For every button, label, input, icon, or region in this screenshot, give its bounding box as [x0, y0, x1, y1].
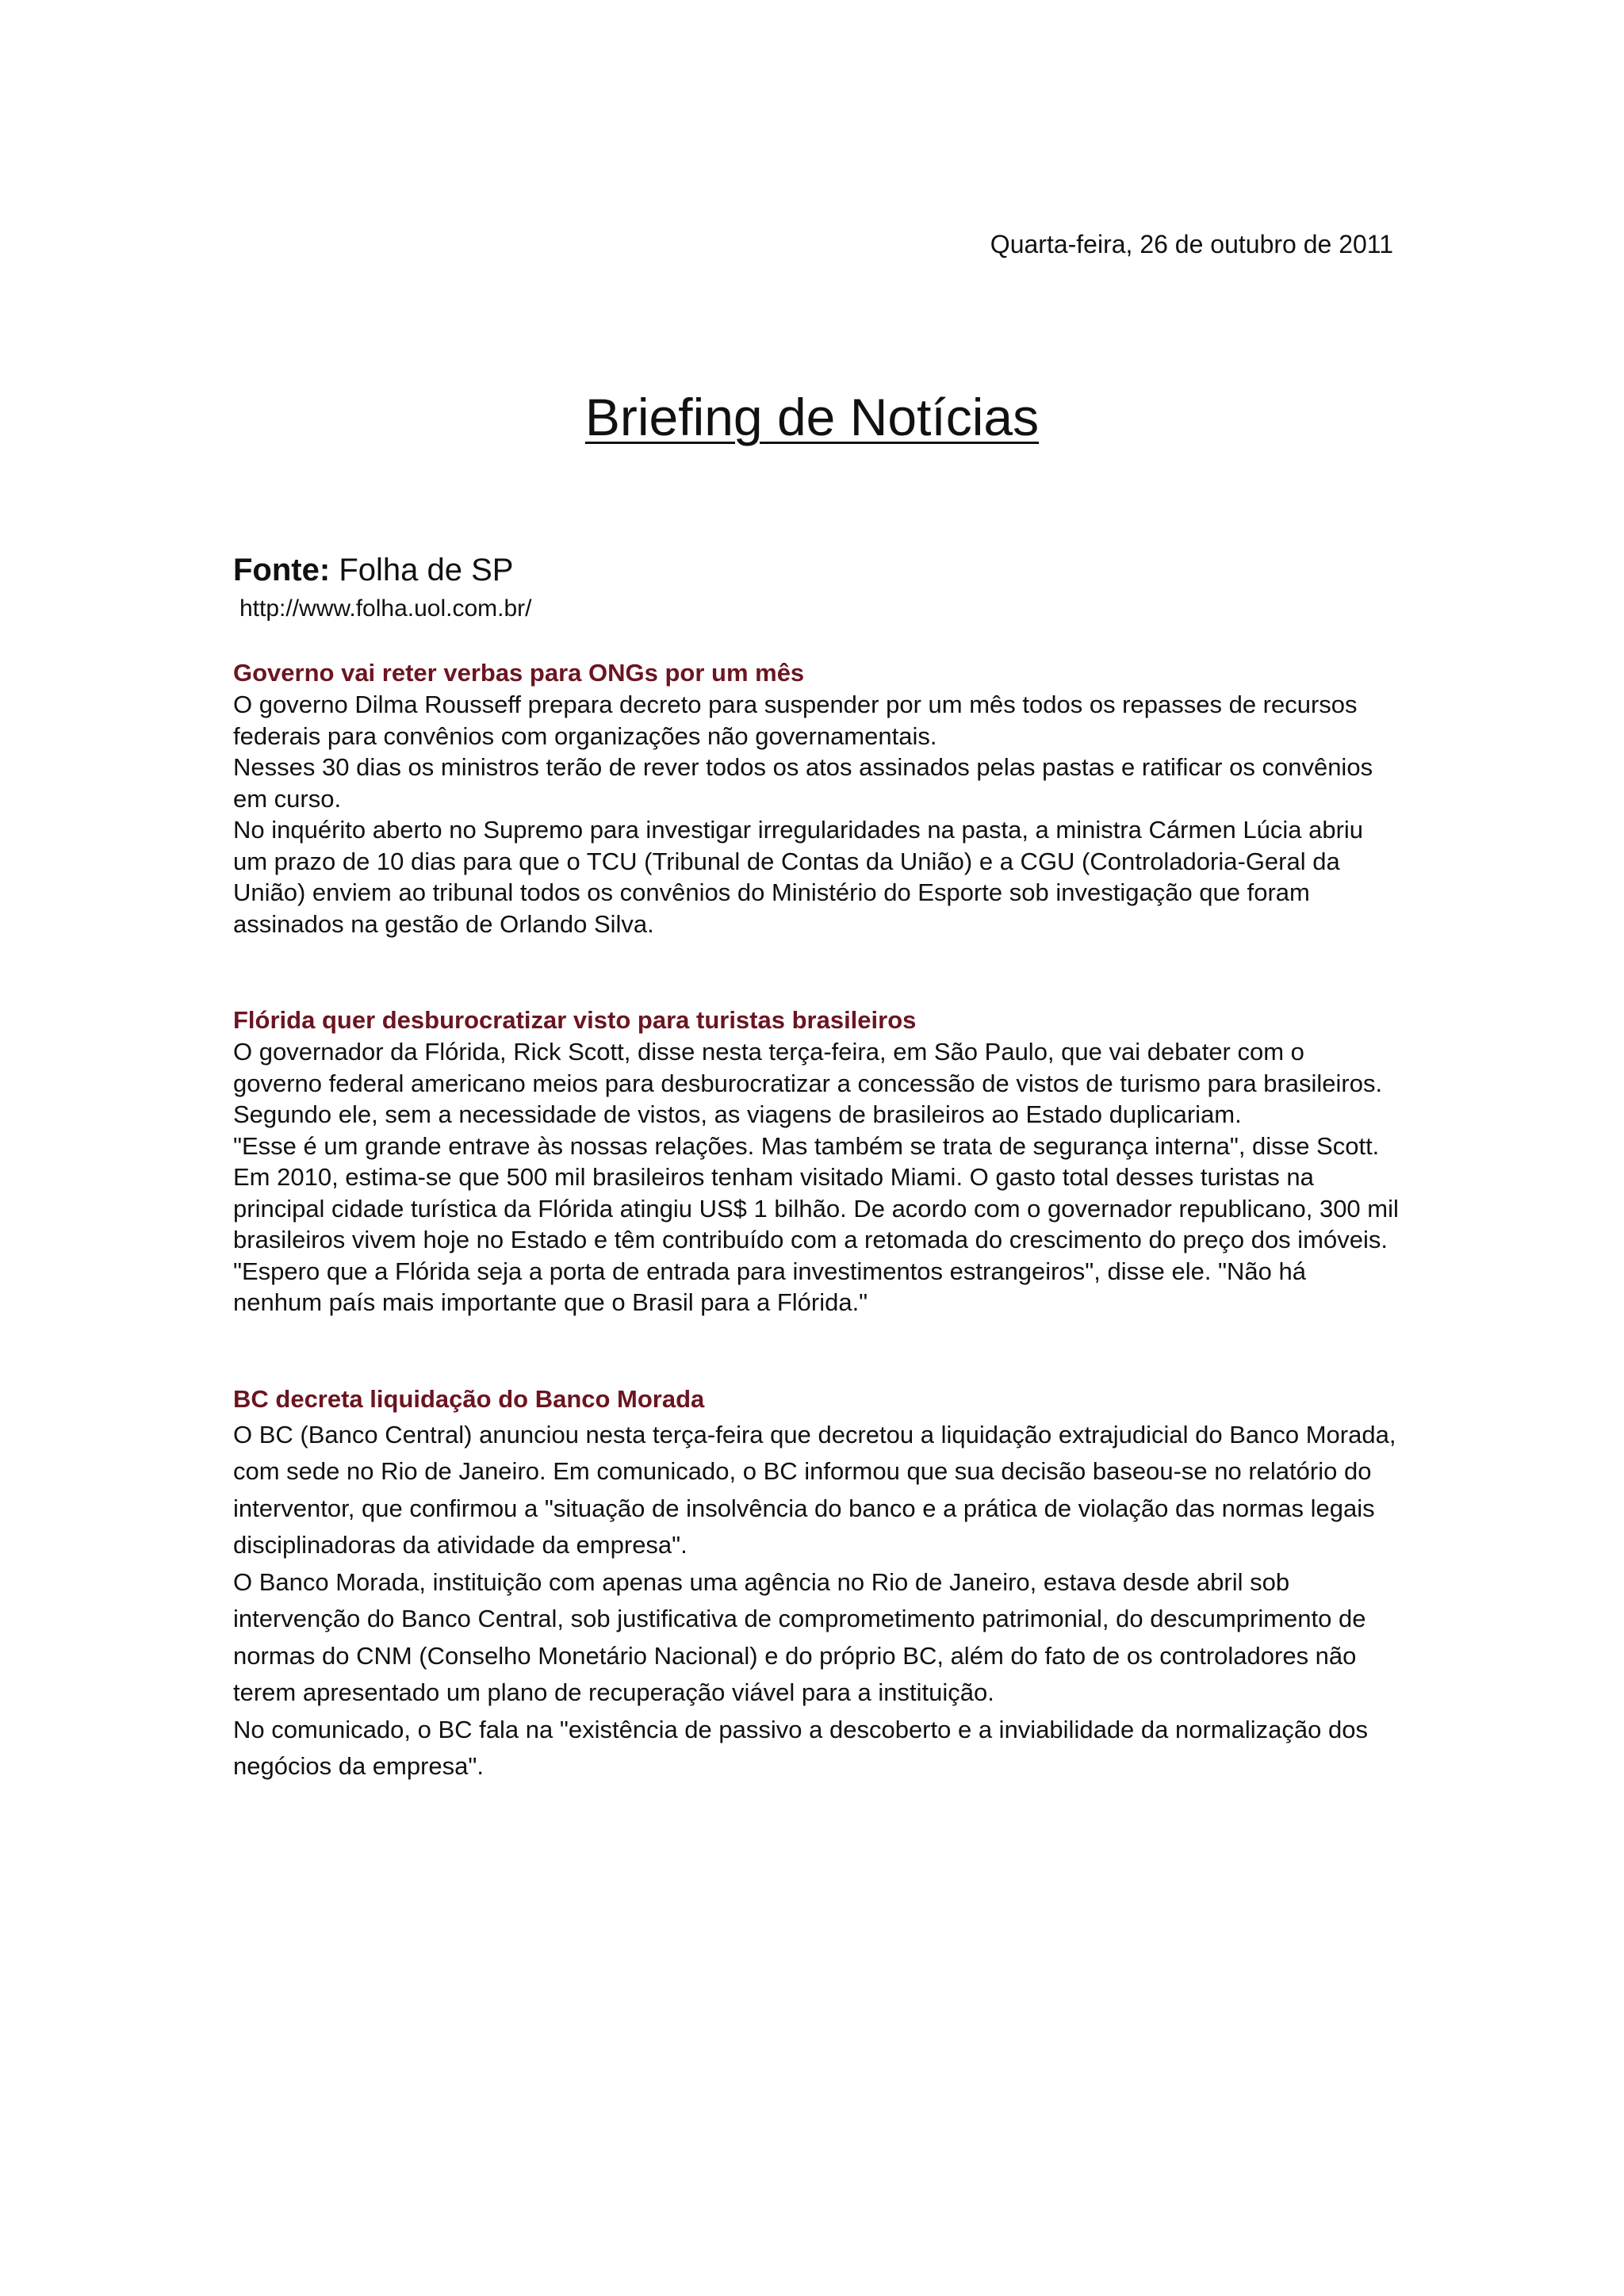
source-name: Folha de SP	[339, 553, 514, 587]
article-paragraph: Em 2010, estima-se que 500 mil brasileiros tenham visitado Miami. O gasto total desses turistas na principal cidade turística da Flórida atingiu US$ 1 bilhão. De acordo com o governador republicano, 300 mil brasileiros vivem hoje no Estado e têm contribuído com a retomada do crescimento do preço dos imóveis.	[233, 1163, 1399, 1253]
source-url: http://www.folha.uol.com.br/	[239, 595, 532, 622]
document-date: Quarta-feira, 26 de outubro de 2011	[990, 230, 1393, 258]
article-paragraph: O governo Dilma Rousseff prepara decreto para suspender por um mês todos os repasses de recursos federais para convênios com organizações não governamentais.	[233, 691, 1358, 750]
article-paragraph: No inquérito aberto no Supremo para investigar irregularidades na pasta, a ministra Cármen Lúcia abriu um prazo de 10 dias para que o TCU (Tribunal de Contas da União) e a CGU (Controladoria-Geral da União) enviem ao tribunal todos os convênios do Ministério do Esporte sob investigação que foram assinados na gestão de Orlando Silva.	[233, 816, 1364, 938]
article-paragraph: O BC (Banco Central) anunciou nesta terça-feira que decretou a liquidação extrajudicial do Banco Morada, com sede no Rio de Janeiro. Em comunicado, o BC informou que sua decisão baseou-se no relatório do interventor, que confirmou a "situação de insolvência do banco e a prática de violação das normas legais disciplinadoras da atividade da empresa".	[233, 1420, 1396, 1559]
article-ongs	[233, 657, 1399, 939]
article-banco-morada	[233, 1383, 1399, 1785]
article-florida	[233, 1004, 1399, 1318]
article-paragraph: Nesses 30 dias os ministros terão de rever todos os atos assinados pelas pastas e ratificar os convênios em curso.	[233, 753, 1373, 813]
article-headline: Flórida quer desburocratizar visto para turistas brasileiros	[233, 1006, 917, 1034]
article-paragraph: "Espero que a Flórida seja a porta de entrada para investimentos estrangeiros", disse ele. "Não há nenhum país mais importante que o Brasil para a Flórida."	[233, 1257, 1307, 1316]
article-paragraph: O Banco Morada, instituição com apenas uma agência no Rio de Janeiro, estava desde abril sob intervenção do Banco Central, sob justificativa de comprometimento patrimonial, do descumprimento de normas do CNM (Conselho Monetário Nacional) e do próprio BC, além do fato de os controladores não terem apresentado um plano de recuperação viável para a instituição.	[233, 1567, 1366, 1706]
source-label: Fonte:	[233, 553, 331, 587]
article-headline: BC decreta liquidação do Banco Morada	[233, 1384, 705, 1413]
document-body	[233, 549, 1399, 1785]
article-paragraph: O governador da Flórida, Rick Scott, disse nesta terça-feira, em São Paulo, que vai debater com o governo federal americano meios para desburocratizar a concessão de vistos de turismo para brasileiros. Segundo ele, sem a necessidade de vistos, as viagens de brasileiros ao Estado duplicariam.	[233, 1038, 1383, 1128]
document-title: Briefing de Notícias	[584, 388, 1040, 446]
source-line	[233, 549, 1399, 591]
article-headline: Governo vai reter verbas para ONGs por um mês	[233, 659, 805, 687]
article-paragraph: "Esse é um grande entrave às nossas relações. Mas também se trata de segurança interna", disse Scott.	[233, 1131, 1380, 1160]
article-paragraph: No comunicado, o BC fala na "existência de passivo a descoberto e a inviabilidade da normalização dos negócios da empresa".	[233, 1715, 1368, 1780]
